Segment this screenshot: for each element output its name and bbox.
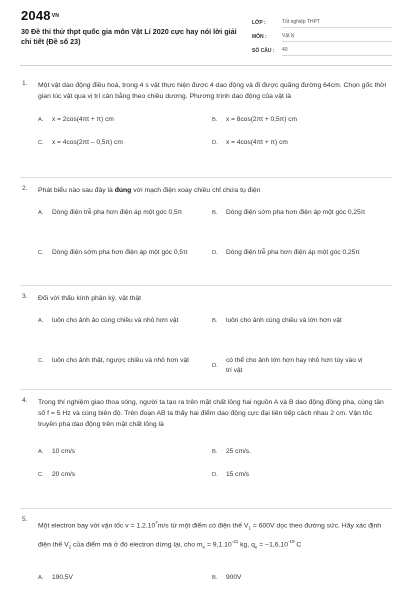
question-4 xyxy=(0,397,400,507)
option-c[interactable]: C. Dòng điện sớm pha hơn điện áp một góc 0,5π xyxy=(38,249,188,256)
page-header xyxy=(0,0,400,66)
question-text: Một vật dao động điều hoà, trong 4 s vật thực hiện được 4 dao động và đi được quãng đường 64cm. Chọn gốc thời gian lúc vật qua vị trí cân bằng theo chiều dương. Phương trình dao động của vật là xyxy=(38,82,387,100)
question-number: 2. xyxy=(22,185,28,192)
question-number: 5. xyxy=(22,516,28,523)
option-b[interactable]: B. 900V xyxy=(212,574,242,582)
option-a[interactable]: A. 190,5V xyxy=(38,574,73,582)
question-divider xyxy=(20,285,392,286)
header-divider xyxy=(20,65,392,66)
meta-subject-value: Vật lý xyxy=(282,33,392,42)
option-c[interactable]: C. x = 4cos(2πt – 0,5π) cm xyxy=(38,139,123,146)
question-1 xyxy=(0,80,400,180)
question-3 xyxy=(0,293,400,393)
question-number: 1. xyxy=(22,80,28,87)
question-number: 3. xyxy=(22,293,28,300)
option-b[interactable]: B. luôn cho ảnh cùng chiều và lớn hơn vật xyxy=(212,317,342,324)
question-2 xyxy=(0,185,400,285)
question-text: Một electron bay với vận tốc $v = 1,2.10^7m/s$ từ một điểm có điện thế $V_1 = 600V$ dọc theo đường sức. Hãy xác định điện thế $V_2$ của điểm mà ở đó electron dừng lại, cho $m_e = 9,1.10^{-31}$ kg, $q_e = -1,6.10^{-19}$ C xyxy=(38,520,382,550)
question-number: 4. xyxy=(22,397,28,404)
question-divider xyxy=(20,508,392,509)
option-d[interactable]: D. có thể cho ảnh lớn hơn hay nhỏ hơn tùy vào vị trí vật xyxy=(212,357,363,374)
question-divider xyxy=(20,389,392,390)
option-a[interactable]: A. x = 2cos(4πt + π) cm xyxy=(38,116,114,123)
option-c[interactable]: C. 20 cm/s xyxy=(38,471,76,478)
option-a[interactable]: A. luôn cho ảnh ảo cùng chiều và nhỏ hơn vật xyxy=(38,317,179,324)
option-a[interactable]: A. Dòng điện trễ pha hơn điện áp một góc 0,5π xyxy=(38,209,183,216)
meta-count-row xyxy=(252,42,392,56)
meta-subject-label: MÔN : xyxy=(252,34,267,40)
option-b[interactable]: B. x = 8cos(2πt + 0,5π) cm xyxy=(212,116,298,123)
question-text: Đối với thấu kính phân kỳ, vật thật xyxy=(38,295,142,302)
meta-class-label: LỚP : xyxy=(252,20,266,26)
option-d[interactable]: D. 15 cm/s xyxy=(212,471,250,478)
answer-options xyxy=(38,102,390,148)
option-d[interactable]: D. Dòng điện trễ pha hơn điện áp một góc 0,25π xyxy=(212,249,360,256)
question-text: Phát biểu nào sau đây là đúng với mạch điện xoay chiều chỉ chứa tụ điện xyxy=(38,187,261,194)
exam-meta xyxy=(252,14,392,56)
option-a[interactable]: A. 10 cm/s xyxy=(38,448,76,455)
meta-count-value: 40 xyxy=(282,47,392,56)
option-b[interactable]: B. Dòng điện sớm pha hơn điện áp một góc 0,25π xyxy=(212,209,366,216)
option-d[interactable]: D. x = 4cos(4πt + π) cm xyxy=(212,139,288,146)
question-divider xyxy=(20,177,392,178)
question-text: Trong thí nghiệm giao thoa sóng, người ta tạo ra trên mặt chất lỏng hai nguồn A và B dao động đồng pha, cùng tần số f = 5 Hz và cùng biên độ. Trên đoạn AB ta thấy hai điểm dao động cực đại liên tiếp cách nhau 2 cm. Vận tốc truyền pha dao động trên mặt chất lỏng là xyxy=(38,399,384,428)
site-logo[interactable]: $2048^{VN}$ xyxy=(21,8,60,23)
meta-class-value: Tốt nghiệp THPT xyxy=(282,19,392,28)
question-5 xyxy=(0,516,400,600)
option-b[interactable]: B. 25 cm/s. xyxy=(212,448,251,455)
meta-count-label: SỐ CÂU : xyxy=(252,48,275,54)
meta-class-row xyxy=(252,14,392,28)
option-c[interactable]: C. luôn cho ảnh thật, ngược chiều và nhỏ hơn vật xyxy=(38,357,189,364)
exam-title: 30 Đề thi thử thpt quốc gia môn Vật Lí 2020 cực hay nói lời giải chi tiết (Đề số 23) xyxy=(21,27,237,46)
meta-subject-row xyxy=(252,28,392,42)
